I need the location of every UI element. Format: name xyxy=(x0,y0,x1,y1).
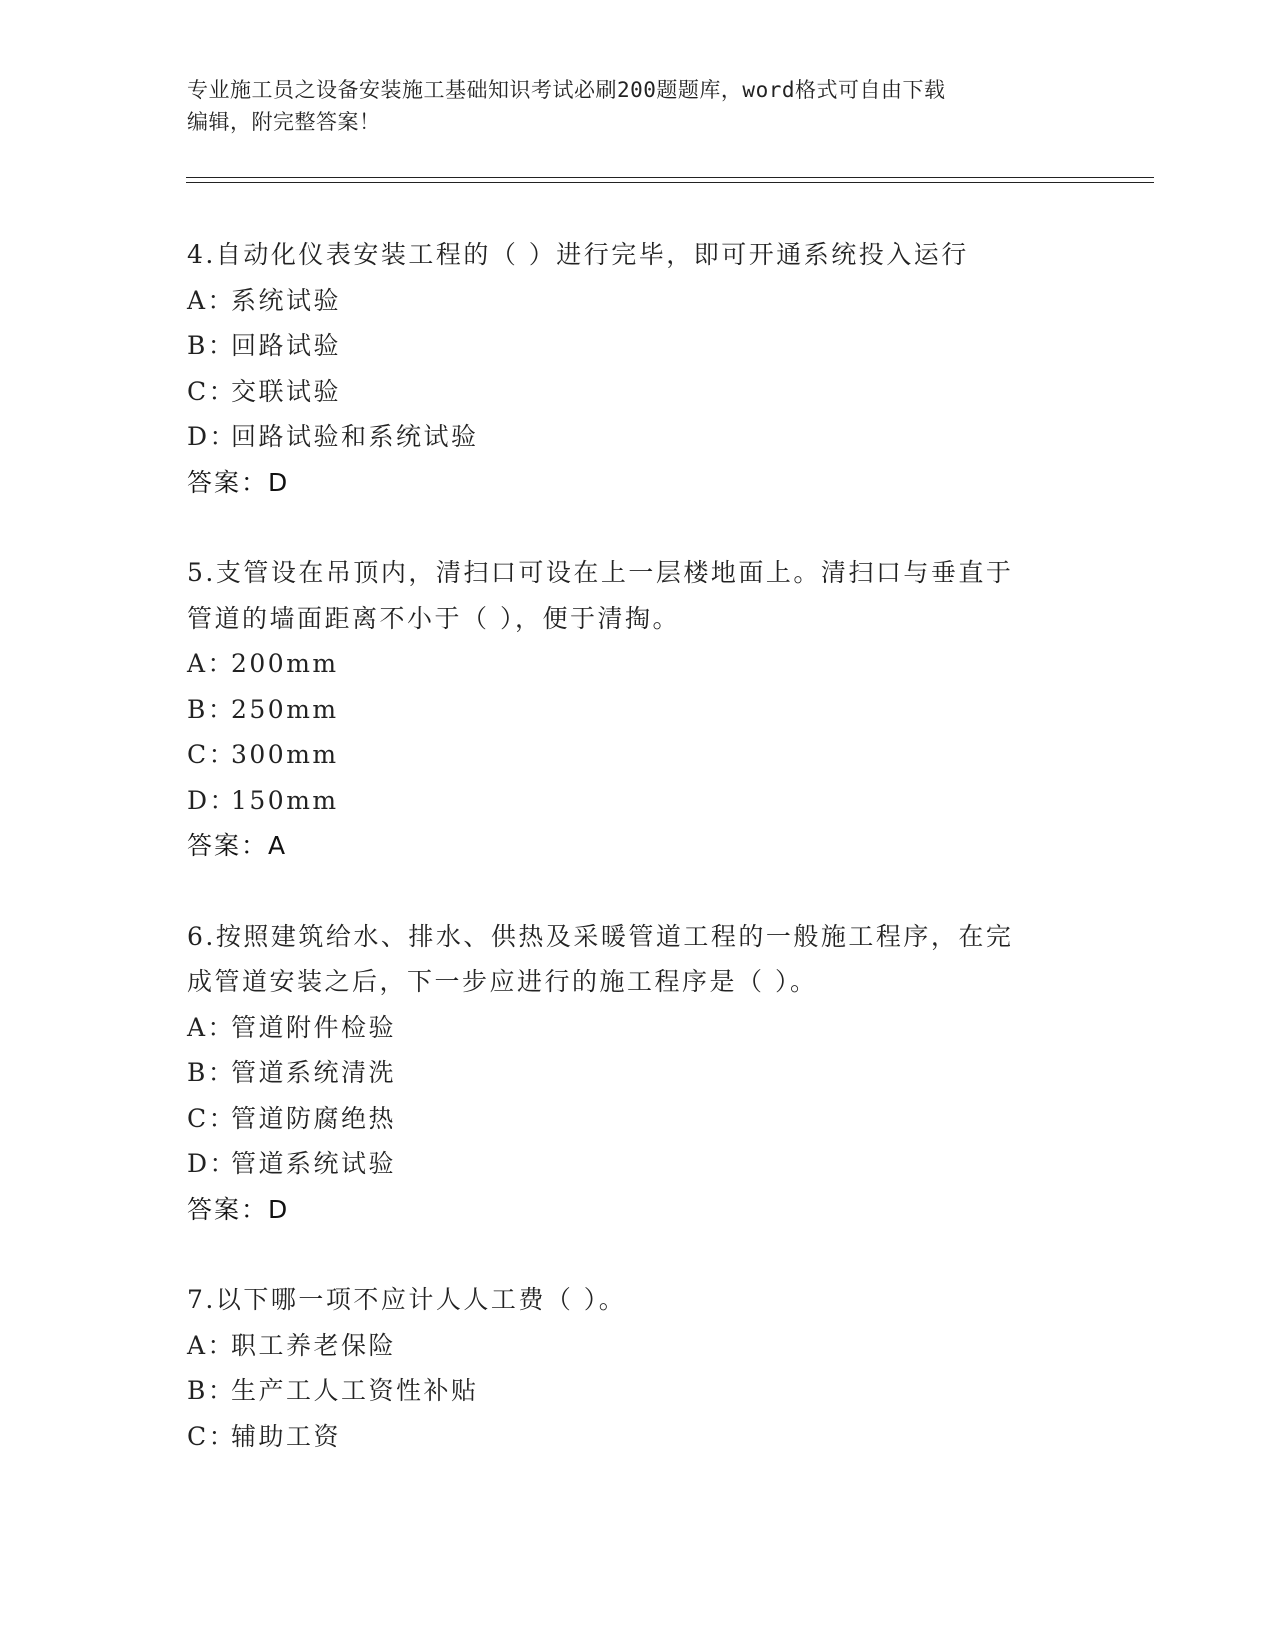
option-d xyxy=(187,1141,1107,1187)
question-stem-line: 4.自动化仪表安装工程的（ ）进行完毕，即可开通系统投入运行 xyxy=(187,240,969,269)
answer-value: A xyxy=(268,831,288,860)
option-c xyxy=(187,1096,1107,1142)
option-text: 职工养老保险 xyxy=(231,1330,397,1360)
answer-line xyxy=(187,460,1107,506)
header-divider-top xyxy=(186,177,1154,178)
answer-label: 答案： xyxy=(187,1194,269,1224)
option-letter: A： xyxy=(187,649,236,678)
question-item-4 xyxy=(187,232,1107,505)
option-letter: D： xyxy=(187,785,238,815)
option-text: 系统试验 xyxy=(231,285,342,315)
option-letter: B： xyxy=(187,331,236,360)
option-d xyxy=(187,778,1107,824)
option-text: 管道防腐绝热 xyxy=(231,1103,397,1133)
question-stem-line: 管道的墙面距离不小于（ ），便于清掏。 xyxy=(187,603,680,633)
option-letter: A： xyxy=(187,285,236,315)
question-item-6 xyxy=(187,914,1107,1233)
option-b xyxy=(187,1368,1107,1414)
question-stem xyxy=(187,1277,1107,1323)
question-stem-line: 6.按照建筑给水、排水、供热及采暖管道工程的一般施工程序，在完 xyxy=(187,921,1014,951)
answer-value: D xyxy=(268,467,290,497)
option-text: 辅助工资 xyxy=(231,1421,342,1451)
question-stem-line: 成管道安装之后，下一步应进行的施工程序是（ ）。 xyxy=(187,967,818,996)
option-text: 生产工人工资性补贴 xyxy=(231,1376,479,1405)
option-b xyxy=(187,687,1107,733)
option-d xyxy=(187,414,1107,460)
answer-value: D xyxy=(268,1194,290,1224)
answer-line xyxy=(187,1187,1107,1233)
header-line-1: 专业施工员之设备安装施工基础知识考试必刷200题题库，word格式可自由下载 xyxy=(187,78,946,102)
option-text: 管道系统试验 xyxy=(231,1149,397,1178)
option-text: 回路试验 xyxy=(231,331,342,360)
option-letter: C： xyxy=(187,740,237,769)
option-c xyxy=(187,732,1107,778)
answer-label: 答案： xyxy=(187,467,269,497)
option-a xyxy=(187,1005,1107,1051)
option-letter: C： xyxy=(187,1421,237,1451)
option-letter: A： xyxy=(187,1012,236,1042)
option-b xyxy=(187,323,1107,369)
option-text: 300mm xyxy=(231,740,339,769)
header-line-2: 编辑，附完整答案！ xyxy=(187,110,381,134)
question-stem-line: 7.以下哪一项不应计人人工费（ ）。 xyxy=(187,1285,627,1314)
option-text: 150mm xyxy=(231,785,339,815)
option-a xyxy=(187,278,1107,324)
option-b xyxy=(187,1050,1107,1096)
question-item-7 xyxy=(187,1277,1107,1459)
question-stem xyxy=(187,232,1107,278)
answer-label: 答案： xyxy=(187,831,269,860)
question-list xyxy=(187,232,1107,1504)
option-letter: B： xyxy=(187,1376,236,1405)
option-letter: A： xyxy=(187,1330,236,1360)
option-letter: C： xyxy=(187,1103,237,1133)
question-item-5 xyxy=(187,550,1107,869)
document-header xyxy=(187,74,1087,138)
option-letter: D： xyxy=(187,422,238,451)
option-text: 回路试验和系统试验 xyxy=(231,422,479,451)
option-letter: C： xyxy=(187,376,237,406)
option-letter: B： xyxy=(187,694,236,724)
option-text: 管道系统清洗 xyxy=(231,1058,397,1087)
option-letter: B： xyxy=(187,1058,236,1087)
option-letter: D： xyxy=(187,1149,238,1178)
option-text: 200mm xyxy=(231,649,339,678)
header-divider-bottom xyxy=(186,182,1154,183)
option-c xyxy=(187,1414,1107,1460)
question-stem-line: 5.支管设在吊顶内，清扫口可设在上一层楼地面上。清扫口与垂直于 xyxy=(187,558,1014,587)
answer-line xyxy=(187,823,1107,869)
option-a xyxy=(187,1323,1107,1369)
option-text: 250mm xyxy=(231,694,339,724)
option-a xyxy=(187,641,1107,687)
question-stem xyxy=(187,914,1107,1005)
option-text: 管道附件检验 xyxy=(231,1012,397,1042)
option-c xyxy=(187,369,1107,415)
option-text: 交联试验 xyxy=(231,376,342,406)
question-stem xyxy=(187,550,1107,641)
